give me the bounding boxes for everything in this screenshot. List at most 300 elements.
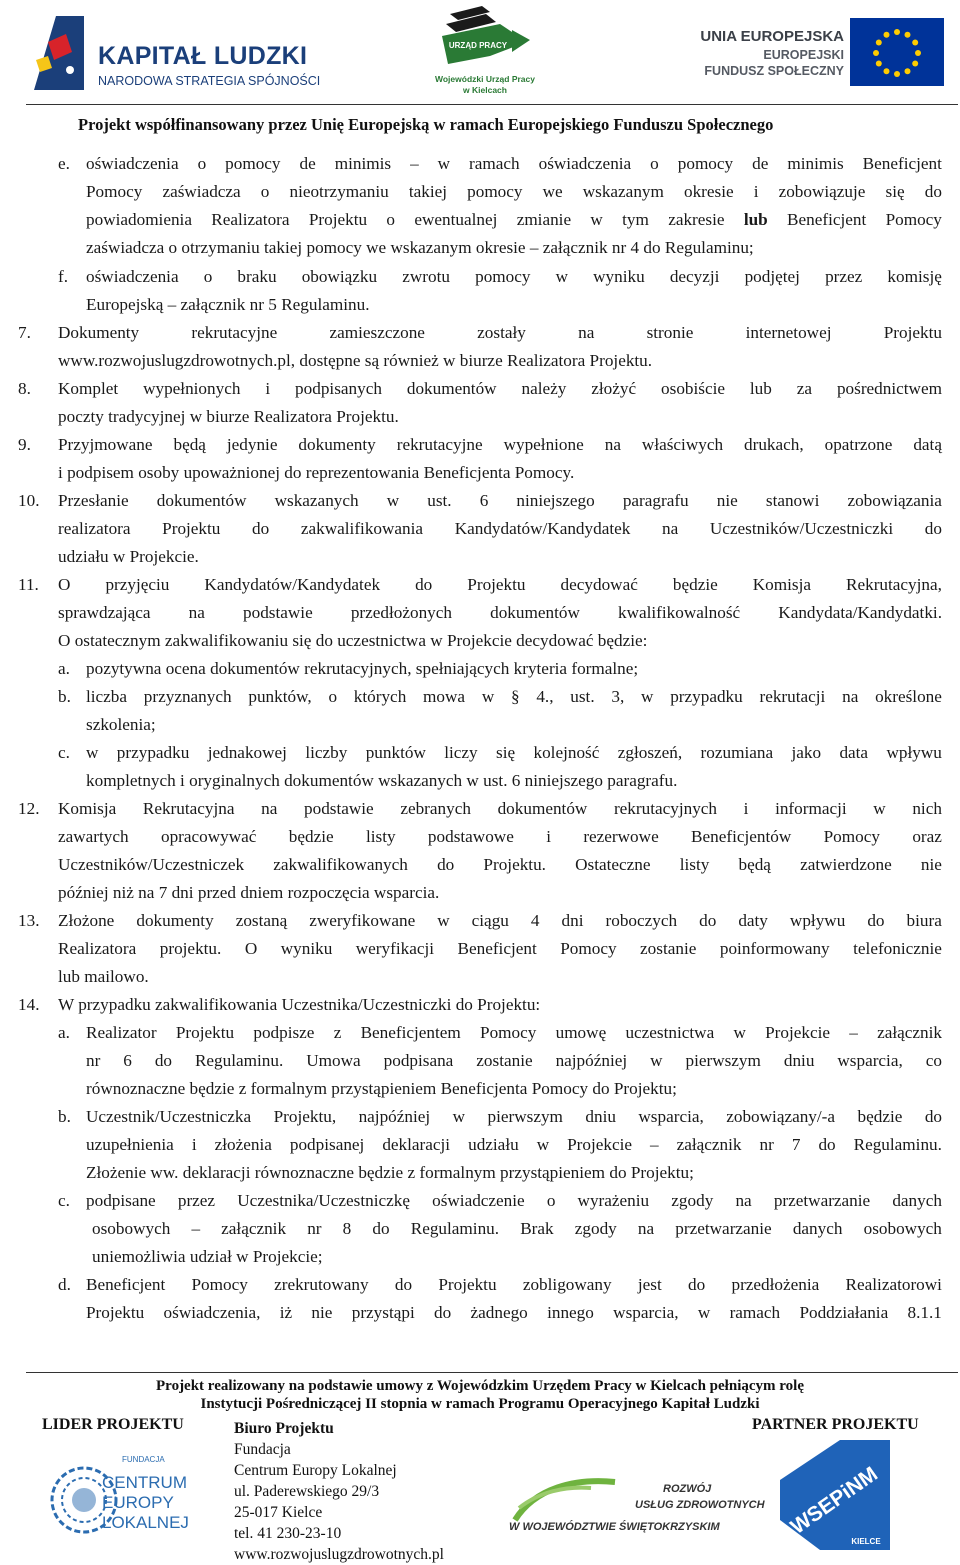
word: oświadczenie — [432, 1191, 525, 1210]
word: kolejność — [533, 743, 600, 762]
text-line — [58, 795, 942, 823]
word: listy — [679, 855, 710, 874]
word: do — [415, 575, 433, 594]
word: załącznik — [221, 1219, 287, 1238]
text-line: i podpisem osoby upoważnionej do reprezentowania Beneficjenta Pomocy. — [58, 463, 575, 482]
text-line — [86, 1299, 942, 1327]
word: do — [699, 911, 717, 930]
word: dniu — [585, 1107, 616, 1126]
word: do — [867, 911, 885, 930]
word: do — [394, 1275, 413, 1294]
word: Uczestnika/Uczestniczkę — [237, 1191, 410, 1210]
word: zweryfikowane — [309, 911, 416, 930]
word: niniejszego — [516, 491, 595, 510]
text-line — [58, 907, 942, 935]
word: pierwszym — [487, 1107, 563, 1126]
word: w — [733, 1023, 746, 1042]
item-marker: 14. — [18, 995, 40, 1014]
word: realizatora — [58, 519, 131, 538]
word: zakwalifikowania — [300, 519, 424, 538]
word: w — [86, 743, 99, 762]
word: właściwych — [641, 435, 724, 454]
item-marker: b. — [58, 687, 71, 706]
text-line — [86, 263, 942, 291]
word: do — [924, 182, 942, 201]
word: dokumenty — [136, 911, 214, 930]
cel-logo-top: FUNDACJA — [122, 1455, 165, 1464]
word: Beneficjent — [457, 939, 537, 958]
word: nie — [920, 855, 942, 874]
word: informacji — [775, 799, 847, 818]
word: w — [437, 911, 450, 930]
word: takiej — [408, 182, 448, 201]
word: datą — [913, 435, 942, 454]
word: w — [386, 491, 400, 510]
word: nie — [716, 491, 738, 510]
word: o — [386, 210, 396, 229]
word: 4., — [536, 687, 554, 706]
item-marker: 9. — [18, 435, 31, 454]
word: osobowych — [92, 1219, 171, 1238]
word: do — [154, 1051, 173, 1070]
urzad-pracy-line2: w Kielcach — [463, 85, 507, 95]
word: mowa — [423, 687, 466, 706]
word: wyrażeniu — [577, 1191, 650, 1210]
word: – — [191, 1219, 201, 1238]
word: zgody — [671, 1191, 714, 1210]
word: Regulaminu. — [853, 1135, 942, 1154]
word: braku — [237, 267, 277, 286]
item-marker: 7. — [18, 323, 31, 342]
word: w — [590, 210, 603, 229]
word: Beneficjent — [862, 154, 942, 173]
eu-title: UNIA EUROPEJSKA — [700, 28, 844, 45]
word: zobowiązany/-a — [726, 1107, 836, 1126]
word: w — [650, 1051, 663, 1070]
word: do — [437, 855, 455, 874]
item-marker: a. — [58, 1023, 70, 1042]
word: dokumentów — [406, 379, 497, 398]
item-marker: 8. — [18, 379, 31, 398]
word: Beneficjent — [86, 1275, 166, 1294]
word: pomocy — [677, 154, 734, 173]
word: przez — [825, 267, 863, 286]
word: zostanie — [476, 1051, 533, 1070]
text-line: pozytywna ocena dokumentów rekrutacyjnych, spełniających kryteria formalne; — [86, 659, 639, 678]
word: Brak — [520, 1219, 554, 1238]
eu-efs-logo — [700, 18, 944, 90]
word: zaświadcza — [162, 182, 241, 201]
word: będzie — [857, 1107, 903, 1126]
word: dniu — [783, 1051, 815, 1070]
word: minimis — [787, 154, 844, 173]
text-line — [58, 823, 942, 851]
word: jako — [791, 743, 822, 762]
word: wsparcia, — [613, 1303, 679, 1322]
word: na — [604, 435, 621, 454]
text-line: szkolenia; — [86, 715, 156, 734]
word: – — [650, 1135, 659, 1154]
word: przetwarzanie — [675, 1219, 772, 1238]
word: Pomocy — [560, 939, 617, 958]
word: Projektu — [883, 323, 942, 342]
word: okresie — [683, 182, 734, 201]
word: Projektu — [162, 519, 221, 538]
word: podpisanej — [289, 1135, 365, 1154]
text-line — [86, 739, 942, 767]
word: się — [885, 182, 905, 201]
word: nich — [912, 799, 942, 818]
word: poinformowany — [719, 939, 830, 958]
word: załącznik — [676, 1135, 742, 1154]
word: żadnego — [470, 1303, 528, 1322]
text-line — [86, 683, 942, 711]
urzad-pracy-line1: Wojewódzki Urząd Pracy — [435, 74, 535, 84]
word: wypełnionych — [143, 379, 241, 398]
word: rezerwowe — [583, 827, 659, 846]
word: Projektu. — [483, 855, 546, 874]
word: za — [796, 379, 813, 398]
urzad-pracy-emblem — [420, 4, 550, 72]
word: będą — [173, 435, 206, 454]
word: danych — [792, 1219, 843, 1238]
office-line1: Fundacja — [234, 1441, 291, 1458]
item-marker: a. — [58, 659, 70, 678]
word: pierwszym — [685, 1051, 761, 1070]
text-line: później niż na 7 dni przed dniem rozpoczęcia wsparcia. — [58, 883, 440, 902]
word: załącznik — [877, 1023, 942, 1042]
word: będzie — [672, 575, 718, 594]
text-line — [58, 935, 942, 963]
word: Dokumenty — [58, 323, 140, 342]
word: Projektu — [86, 1303, 145, 1322]
word: deklaracji — [382, 1135, 451, 1154]
word: rekrutacyjnych — [613, 799, 718, 818]
wsepinm-city: KIELCE — [851, 1537, 881, 1546]
word: do — [924, 519, 942, 538]
word: zostaną — [235, 911, 288, 930]
word: biura — [906, 911, 942, 930]
word: oświadczenia — [538, 154, 632, 173]
word: zakwalifikowanych — [273, 855, 408, 874]
word: złożenia — [214, 1135, 272, 1154]
text-line: Złożenie ww. deklaracji równoznaczne będzie z formalnym przystąpieniem do Projektu; — [86, 1163, 694, 1182]
word: Beneficjentem — [360, 1023, 461, 1042]
project-leader-label: LIDER PROJEKTU — [42, 1416, 184, 1433]
word: O — [58, 575, 71, 594]
word: przystąpi — [351, 1303, 415, 1322]
word: Pomocy — [86, 182, 143, 201]
word: podpisanych — [295, 379, 382, 398]
word: – — [410, 154, 419, 173]
text-line — [86, 1047, 942, 1075]
word: weryfikacji — [355, 939, 435, 958]
page-footer — [0, 1370, 960, 1563]
word: 4 — [530, 911, 540, 930]
word: do — [372, 1219, 390, 1238]
word: zakresie — [668, 210, 725, 229]
item-marker: d. — [58, 1275, 71, 1294]
word: pomocy — [467, 182, 523, 201]
text-line: Europejską – załącznik nr 5 Regulaminu. — [86, 295, 370, 314]
word: Uczestnik/Uczestniczka — [86, 1107, 252, 1126]
word: Umowa — [306, 1051, 361, 1070]
word: uczestnictwa — [625, 1023, 715, 1042]
word: Pomocy — [480, 1023, 537, 1042]
word: 7 — [791, 1135, 801, 1154]
word: przyjęciu — [105, 575, 170, 594]
text-line — [86, 1103, 942, 1131]
word: Kandydatów/Kandydatek — [454, 519, 631, 538]
word: liczba — [86, 687, 128, 706]
word: w — [536, 1135, 550, 1154]
text-line: udziału w Projekcie. — [58, 547, 199, 566]
word: ust. — [570, 687, 595, 706]
word: pomocy — [475, 267, 531, 286]
word: listy — [365, 827, 396, 846]
word: Komplet — [58, 379, 119, 398]
text-line — [86, 1187, 942, 1215]
text-line: zaświadcza o otrzymaniu takiej pomocy we wskazanym okresie – załącznik nr 4 do Regulaminu; — [86, 238, 754, 257]
word: Pomocy — [823, 827, 880, 846]
office-line3: ul. Paderewskiego 29/3 — [234, 1483, 380, 1500]
word: lub — [743, 210, 768, 229]
word: liczby — [305, 743, 348, 762]
text-line: W przypadku zakwalifikowania Uczestnika/Uczestniczki do Projektu: — [58, 995, 541, 1014]
word: 8.1.1 — [907, 1303, 942, 1322]
word: Uczestników/Uczestniczek — [58, 855, 245, 874]
word: wskazanych — [274, 491, 359, 510]
word: zgody — [574, 1219, 617, 1238]
word: podstawie — [243, 603, 313, 622]
word: i — [546, 827, 551, 846]
word: określone — [875, 687, 942, 706]
word: wsparcia, — [837, 1051, 903, 1070]
efs-line1: EUROPEJSKI — [763, 48, 844, 62]
word: Regulaminu. — [410, 1219, 500, 1238]
word: w — [555, 267, 569, 286]
word: przetwarzanie — [773, 1191, 871, 1210]
word: wyniku — [593, 267, 645, 286]
word: zgłoszeń, — [617, 743, 683, 762]
word: roboczych — [605, 911, 678, 930]
word: dokumenty — [298, 435, 376, 454]
word: zobowiązuje — [778, 182, 866, 201]
word: osobowych — [863, 1219, 942, 1238]
word: 3, — [611, 687, 625, 706]
text-line — [86, 206, 942, 234]
word: minimis — [334, 154, 392, 173]
word: dokumentów — [490, 603, 580, 622]
word: projektu. — [159, 939, 222, 958]
word: podstawowe — [427, 827, 514, 846]
word: udziału — [468, 1135, 519, 1154]
item-marker: c. — [58, 1191, 70, 1210]
word: Komisja — [58, 799, 117, 818]
word: opracowywać — [160, 827, 257, 846]
word: przedłożenia — [731, 1275, 820, 1294]
text-line — [58, 599, 942, 627]
word: podpisana — [383, 1051, 454, 1070]
word: 8 — [342, 1219, 352, 1238]
word: 6 — [123, 1051, 132, 1070]
project-office-address — [234, 1418, 444, 1565]
word: osobiście — [661, 379, 725, 398]
word: i — [743, 799, 749, 818]
word: obowiązku — [301, 267, 378, 286]
text-line — [86, 178, 942, 206]
word: telefonicznie — [853, 939, 942, 958]
word: sprawdzająca — [58, 603, 151, 622]
text-line: uniemożliwia udział w Projekcie; — [92, 1247, 323, 1266]
word: innego — [547, 1303, 594, 1322]
word: do — [818, 1135, 836, 1154]
word: decyzji — [669, 267, 720, 286]
word: złożyć — [591, 379, 637, 398]
word: ewentualnej — [414, 210, 498, 229]
word: o — [260, 182, 270, 201]
office-website: www.rozwojuslugzdrowotnych.pl — [234, 1546, 444, 1563]
word: ciągu — [471, 911, 509, 930]
word: Projektu — [308, 210, 368, 229]
footer-contract-line1: Projekt realizowany na podstawie umowy z Wojewódzkim Urzędem Pracy w Kielcach pełniącym rolę — [156, 1378, 804, 1394]
text-line — [86, 1271, 942, 1299]
text-line — [92, 1215, 942, 1243]
word: i — [191, 1135, 197, 1154]
text-line — [58, 571, 942, 599]
word: na — [578, 323, 595, 342]
word: rozumiana — [700, 743, 774, 762]
word: komisję — [887, 267, 942, 286]
word: data — [839, 743, 869, 762]
item-marker: 10. — [18, 491, 40, 510]
word: Ostateczne — [575, 855, 651, 874]
word: decydować — [560, 575, 638, 594]
word: lub — [749, 379, 772, 398]
word: liczy — [444, 743, 478, 762]
item-marker: 11. — [18, 575, 39, 594]
text-line — [58, 431, 942, 459]
word: Kandydatów/Kandydatek — [204, 575, 381, 594]
word: pomocy — [225, 154, 281, 173]
word: wyniku — [280, 939, 333, 958]
word: Przyjmowane — [58, 435, 153, 454]
word: Kandydata/Kandydatki. — [778, 603, 942, 622]
word: na — [637, 1219, 655, 1238]
text-line — [86, 1131, 942, 1159]
footer-contract-line2: Instytucji Pośredniczącej II stopnia w ramach Programu Operacyjnego Kapitał Ludzki — [200, 1396, 760, 1412]
eu-flag-icon — [850, 18, 944, 86]
word: zostały — [477, 323, 526, 342]
text-line — [58, 515, 942, 543]
kapital-ludzki-logo — [26, 12, 321, 96]
word: przyznanych — [143, 687, 232, 706]
cel-logo-line2: EUROPY — [102, 1493, 174, 1512]
word: w — [641, 687, 654, 706]
word: Poddziałania — [799, 1303, 889, 1322]
word: podstawie — [304, 799, 374, 818]
rozwoj-uslug-logo — [495, 1468, 765, 1548]
word: i — [753, 182, 759, 201]
word: wskazanym — [582, 182, 664, 201]
text-line — [58, 487, 942, 515]
word: podpisze — [253, 1023, 315, 1042]
word: w — [452, 1107, 466, 1126]
word: podpisane — [86, 1191, 156, 1210]
item-marker: 13. — [18, 911, 40, 930]
word: o — [328, 687, 338, 706]
fundacja-cel-logo — [50, 1448, 189, 1560]
word: Złożone — [58, 911, 115, 930]
office-line4: 25-017 Kielce — [234, 1504, 323, 1521]
word: w — [873, 799, 886, 818]
rozwoj-line1: ROZWÓJ — [663, 1483, 712, 1495]
office-line5: tel. 41 230-23-10 — [234, 1525, 342, 1542]
word: O — [244, 939, 258, 958]
word: oraz — [912, 827, 942, 846]
word: nie — [311, 1303, 333, 1322]
word: umowę — [555, 1023, 607, 1042]
word: zmianie — [516, 210, 572, 229]
word: do — [924, 1107, 942, 1126]
word: na — [842, 687, 859, 706]
word: w — [481, 687, 495, 706]
word: pośrednictwem — [836, 379, 942, 398]
word: paragrafu — [622, 491, 689, 510]
word: dokumentów — [156, 491, 247, 510]
text-line — [58, 375, 942, 403]
word: zobligowany — [522, 1275, 612, 1294]
word: drukach, — [744, 435, 804, 454]
word: zobowiązania — [847, 491, 942, 510]
text-line — [86, 1019, 942, 1047]
kapital-ludzki-emblem — [26, 12, 96, 96]
text-line: kompletnych i oryginalnych dokumentów wskazanych w ust. 6 niniejszego paragrafu. — [86, 771, 678, 790]
word: przez — [177, 1191, 216, 1210]
word: Projektu — [467, 575, 526, 594]
word: dni — [561, 911, 584, 930]
word: danych — [892, 1191, 942, 1210]
page-header — [0, 0, 960, 140]
word: Rekrutacyjna, — [846, 575, 942, 594]
urzad-pracy-logo — [420, 4, 550, 98]
word: rekrutacyjne — [191, 323, 278, 342]
header-divider — [26, 104, 958, 105]
cel-logo-line1: CENTRUM — [102, 1473, 187, 1492]
word: nr — [307, 1219, 322, 1238]
item-marker: f. — [58, 267, 69, 286]
text-line: www.rozwojuslugzdrowotnych.pl, dostępne są również w biurze Realizatora Projektu. — [58, 351, 653, 370]
word: należy — [521, 379, 567, 398]
word: oświadczenia — [86, 267, 179, 286]
urzad-pracy-badge: URZĄD PRACY — [448, 41, 508, 50]
kapital-ludzki-subtitle: NARODOWA STRATEGIA SPÓJNOŚCI — [98, 74, 321, 88]
item-marker: b. — [58, 1107, 71, 1126]
footer-divider — [26, 1372, 958, 1373]
text-line: poczty tradycyjnej w biurze Realizatora Projektu. — [58, 407, 399, 426]
word: oświadczenia — [86, 154, 179, 173]
kapital-ludzki-title: KAPITAŁ LUDZKI — [98, 42, 308, 70]
item-marker: c. — [58, 743, 70, 762]
rozwoj-line2: USŁUG ZDROWOTNYCH — [635, 1499, 765, 1511]
word: Realizatorowi — [845, 1275, 942, 1294]
word: na — [735, 1191, 752, 1210]
word: będą — [738, 855, 771, 874]
word: nieotrzymaniu — [289, 182, 389, 201]
word: wpływu — [789, 911, 846, 930]
word: wypełnione — [503, 435, 584, 454]
word: nr — [759, 1135, 774, 1154]
